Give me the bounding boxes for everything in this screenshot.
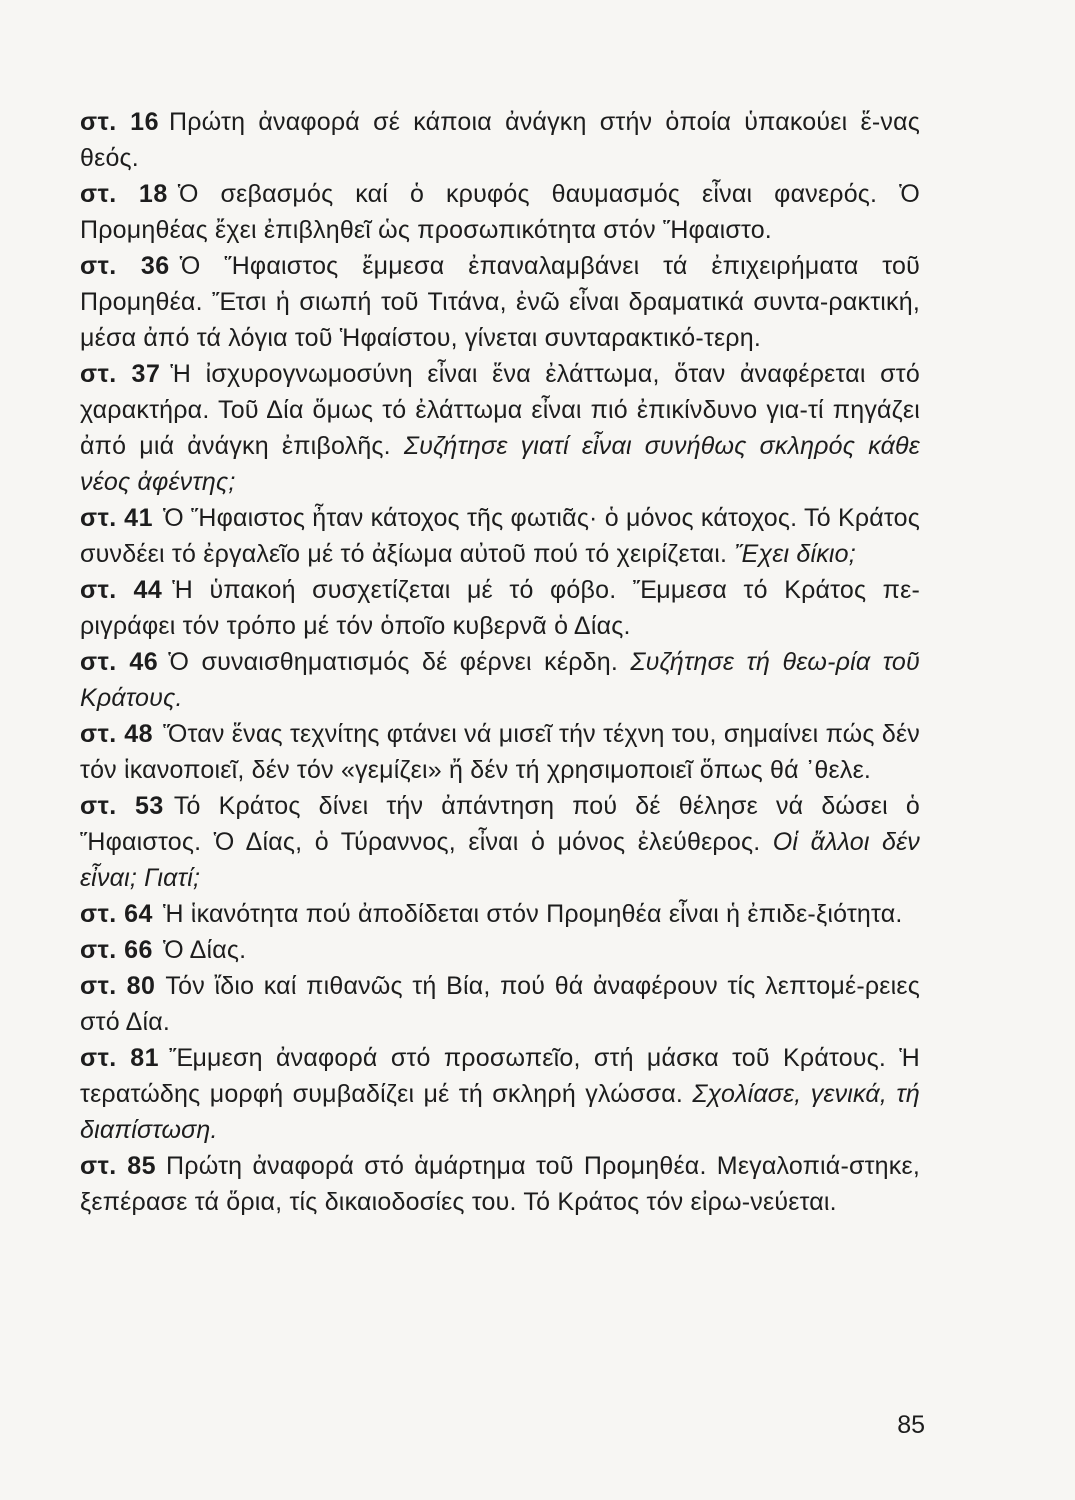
verse-ref: στ. 48 — [80, 720, 154, 748]
note-line-44 — [80, 572, 920, 644]
note-question: Συζήτησε γιατί εἶναι συνήθως σκληρός κάθε νέος ἀφέντης; — [80, 432, 920, 496]
note-text: Ὅταν ἕνας τεχνίτης φτάνει νά μισεῖ τήν τέχνη του, σημαίνει πώς δέν τόν ἱκανοποιεῖ, δέν τόν «γεμίζει» ἤ δέν τή χρησιμοποιεῖ ὅπως θά ᾽θελε. — [80, 720, 920, 784]
verse-ref: στ. 16 — [80, 108, 159, 136]
note-line-85 — [80, 1148, 920, 1220]
note-question: Ἔχει δίκιο; — [734, 540, 856, 568]
note-line-16 — [80, 104, 920, 176]
note-text: Ἔμμεση ἀναφορά στό προσωπεῖο, στή μάσκα τοῦ Κράτους. Ἡ τερατώδης μορφή συμβαδίζει μέ τή σκληρή γλώσσα. — [80, 1044, 920, 1108]
note-text: Ὁ συναισθηματισμός δέ φέρνει κέρδη. — [168, 648, 618, 676]
note-text: Ὁ Ἥφαιστος ἦταν κάτοχος τῆς φωτιᾶς· ὁ μόνος κάτοχος. Τό Κράτος συνδέει τό ἐργαλεῖο μέ τό ἀξίωμα αὐτοῦ πού τό χειρίζεται. — [80, 504, 920, 568]
note-line-48 — [80, 716, 920, 788]
note-line-36 — [80, 248, 920, 356]
note-line-53 — [80, 788, 920, 896]
verse-ref: στ. 53 — [80, 792, 164, 820]
note-question: Σχολίασε, γενικά, τή διαπίστωση. — [80, 1080, 920, 1144]
note-text: Ὁ Δίας. — [162, 936, 247, 964]
commentary-notes — [80, 104, 920, 1220]
verse-ref: στ. 81 — [80, 1044, 160, 1072]
note-question: Συζήτησε τή θεω-ρία τοῦ Κράτους. — [80, 648, 920, 712]
verse-ref: στ. 41 — [80, 504, 153, 532]
note-line-66 — [80, 932, 920, 968]
note-line-41 — [80, 500, 920, 572]
note-text: Ὁ σεβασμός καί ὁ κρυφός θαυμασμός εἶναι φανερός. Ὁ Προμηθέας ἔχει ἐπιβληθεῖ ὡς προσωπικότητα στόν Ἥφαιστο. — [80, 180, 920, 244]
note-text: Τό Κράτος δίνει τήν ἀπάντηση πού δέ θέλησε νά δώσει ὁ Ἥφαιστος. Ὁ Δίας, ὁ Τύραννος, εἶναι ὁ μόνος ἐλεύθερος. — [80, 792, 920, 856]
verse-ref: στ. 44 — [80, 576, 163, 604]
note-text: Ὁ Ἥφαιστος ἔμμεσα ἐπαναλαμβάνει τά ἐπιχειρήματα τοῦ Προμηθέα. Ἔτσι ἡ σιωπή τοῦ Τιτάνα, ἐνῶ εἶναι δραματικά συντα-ρακτική, μέσα ἀπό τά λόγια τοῦ Ἡφαίστου, γίνεται συνταρακτικό-τερη. — [80, 252, 920, 352]
note-text: Πρώτη ἀναφορά σέ κάποια ἀνάγκη στήν ὁποία ὑπακούει ἕ-νας θεός. — [80, 108, 920, 172]
verse-ref: στ. 18 — [80, 180, 168, 208]
verse-ref: στ. 80 — [80, 972, 156, 1000]
note-line-81 — [80, 1040, 920, 1148]
verse-ref: στ. 66 — [80, 936, 153, 964]
page-number: 85 — [897, 1411, 925, 1439]
note-text: Τόν ἴδιο καί πιθανῶς τή Βία, πού θά ἀναφέρουν τίς λεπτομέ-ρειες στό Δία. — [80, 972, 920, 1036]
note-line-18 — [80, 176, 920, 248]
note-text: Πρώτη ἀναφορά στό ἁμάρτημα τοῦ Προμηθέα. Μεγαλοπιά-στηκε, ξεπέρασε τά ὅρια, τίς δικαιοδοσίες του. Τό Κράτος τόν εἰρω-νεύεται. — [80, 1152, 920, 1216]
verse-ref: στ. 46 — [80, 648, 159, 676]
verse-ref: στ. 85 — [80, 1152, 157, 1180]
verse-ref: στ. 64 — [80, 900, 153, 928]
note-text: Ἡ ὑπακοή συσχετίζεται μέ τό φόβο. Ἔμμεσα τό Κράτος πε-ριγράφει τόν τρόπο μέ τόν ὁποῖο κυβερνᾶ ὁ Δίας. — [80, 576, 921, 640]
note-line-80 — [80, 968, 920, 1040]
note-line-37 — [80, 356, 920, 500]
note-text: Ἡ ἱκανότητα πού ἀποδίδεται στόν Προμηθέα εἶναι ἡ ἐπιδε-ξιότητα. — [162, 900, 903, 928]
note-question: Οἱ ἄλλοι δέν εἶναι; Γιατί; — [80, 828, 920, 892]
note-text: Ἡ ἰσχυρογνωμοσύνη εἶναι ἕνα ἐλάττωμα, ὅταν ἀναφέρεται στό χαρακτήρα. Τοῦ Δία ὅμως τό ἐλάττωμα εἶναι πιό ἐπικίνδυνο για-τί πηγάζει ἀπό μιά ἀνάγκη ἐπιβολῆς. — [80, 360, 920, 460]
note-line-46 — [80, 644, 920, 716]
verse-ref: στ. 36 — [80, 252, 170, 280]
note-line-64 — [80, 896, 920, 932]
verse-ref: στ. 37 — [80, 360, 161, 388]
